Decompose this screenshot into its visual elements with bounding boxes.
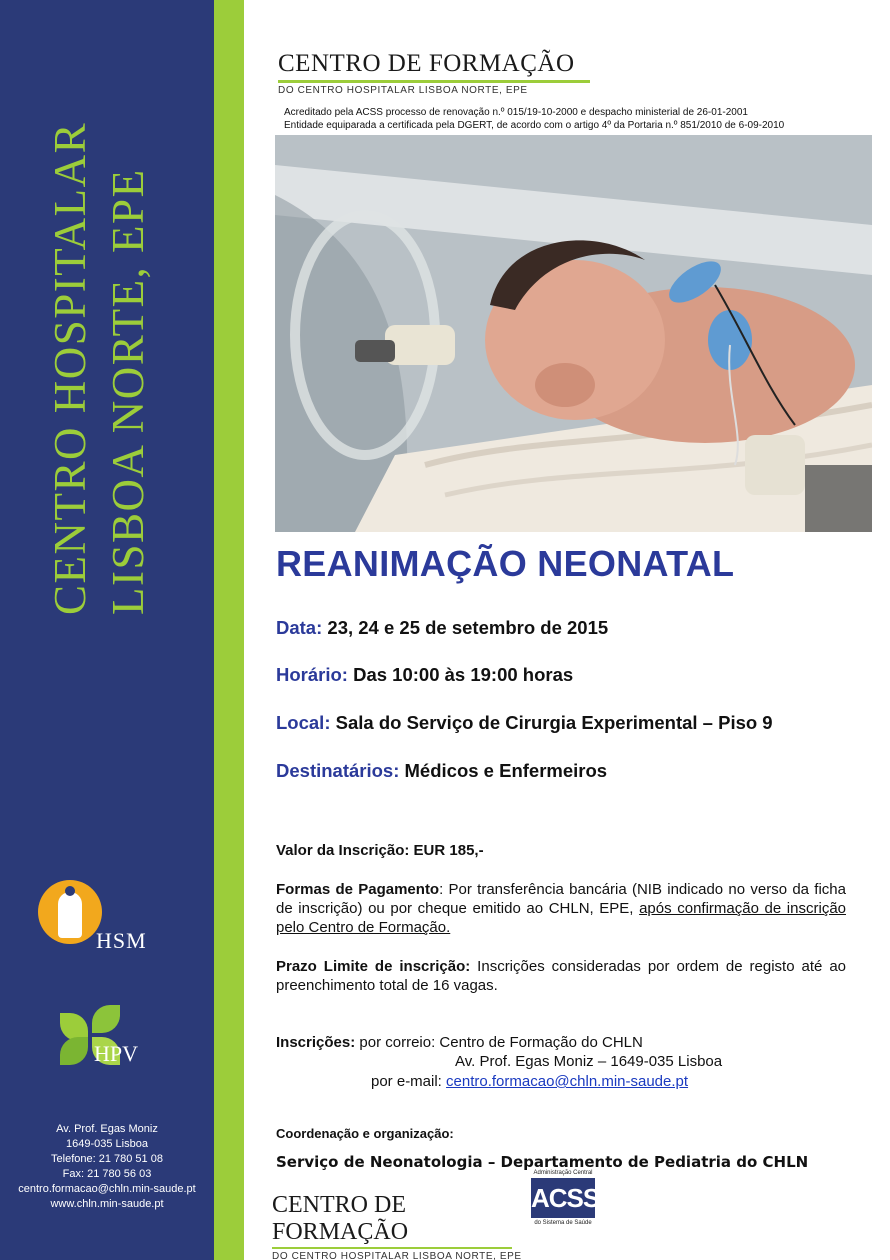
footer-logo-rule (272, 1247, 512, 1249)
hpv-leaf-icon (92, 1005, 120, 1033)
place-label: Local: (276, 712, 331, 733)
sidebar-green-stripe (214, 0, 244, 1260)
audience-label: Destinatários: (276, 760, 400, 781)
accreditation-line1: Acreditado pela ACSS processo de renovação n.º 015/19-10-2000 e despacho ministerial de 26-01-2001 (284, 107, 748, 118)
registration-mail-text: por correio: Centro de Formação do CHLN (355, 1034, 643, 1051)
contact-email[interactable]: centro.formacao@chln.min-saude.pt (18, 1183, 196, 1195)
footer-logo-subtitle: DO CENTRO HOSPITALAR LISBOA NORTE, EPE (272, 1251, 522, 1260)
newborn-photo (275, 135, 872, 532)
coordination-label: Coordenação e organização: (276, 1126, 454, 1141)
hpv-logo-text: HPV (94, 1041, 139, 1066)
time-label: Horário: (276, 664, 348, 685)
newborn-photo-illustration (275, 135, 872, 532)
registration-mail-row (276, 1033, 643, 1052)
header-logo (278, 50, 598, 96)
sidebar-vertical-title (45, 40, 158, 615)
audience-value: Médicos e Enfermeiros (404, 760, 608, 781)
registration-email-prefix: por e-mail: (371, 1073, 447, 1090)
header-subtitle: DO CENTRO HOSPITALAR LISBOA NORTE, EPE (278, 85, 528, 96)
registration-label: Inscrições: (276, 1034, 356, 1051)
time-value: Das 10:00 às 19:00 horas (353, 664, 574, 685)
contact-fax: Fax: 21 780 56 03 (62, 1168, 152, 1180)
contact-address2: 1649-035 Lisboa (66, 1138, 148, 1150)
deadline-info (276, 957, 846, 995)
header-rule (278, 80, 590, 83)
footer-logo-title: CENTRO DE FORMAÇÃO (272, 1192, 409, 1245)
deadline-text: Inscrições consideradas por ordem de registo até ao preenchimento total de 16 vagas. (276, 958, 846, 994)
hpv-logo (60, 1003, 180, 1073)
payment-underlined: após confirmação de inscrição pelo Centro de Formação. (276, 900, 846, 936)
registration-email-link[interactable]: centro.formacao@chln.min-saude.pt (446, 1073, 689, 1090)
acss-bottom-text: do Sistema de Saúde (534, 1220, 592, 1226)
sidebar-title-line1: CENTRO HOSPITALAR (45, 121, 95, 615)
registration-email-row (371, 1072, 688, 1091)
time-row (276, 664, 573, 686)
accreditation-line2: Entidade equiparada a certificada pela DGERT, de acordo com o artigo 4º da Portaria n.º 851/2010 de 6-09-2010 (284, 120, 785, 131)
contact-web[interactable]: www.chln.min-saude.pt (50, 1198, 164, 1210)
sidebar-title-line2: LISBOA NORTE, EPE (103, 168, 153, 615)
date-value: 23, 24 e 25 de setembro de 2015 (327, 617, 609, 638)
hpv-leaf-icon (60, 1037, 88, 1065)
place-row (276, 712, 773, 734)
header-title: CENTRO DE FORMAÇÃO (278, 50, 575, 77)
hsm-logo-figure-icon (58, 892, 82, 938)
contact-phone: Telefone: 21 780 51 08 (51, 1153, 163, 1165)
acss-top-text: Administração Central (533, 1170, 593, 1176)
price: Valor da Inscrição: EUR 185,- (276, 842, 484, 859)
hsm-logo-head-icon (65, 886, 75, 896)
footer-centro-logo (272, 1192, 522, 1260)
contact-address1: Av. Prof. Egas Moniz (56, 1123, 158, 1135)
deadline-label: Prazo Limite de inscrição: (276, 958, 471, 975)
payment-info (276, 880, 846, 937)
hsm-logo-text: HSM (96, 928, 147, 953)
place-value: Sala do Serviço de Cirurgia Experimental – Piso 9 (335, 712, 773, 733)
payment-label: Formas de Pagamento (276, 881, 440, 898)
sidebar-contact (0, 1122, 214, 1212)
course-title: REANIMAÇÃO NEONATAL (276, 543, 735, 584)
coordination-value: Serviço de Neonatologia – Departamento de Pediatria do CHLN (276, 1153, 809, 1171)
payment-text: : Por transferência bancária (NIB indicado no verso da ficha de inscrição) ou por cheque emitido ao CHLN, EPE, (276, 881, 846, 917)
audience-row (276, 760, 607, 782)
acss-box: ACSS (531, 1178, 595, 1218)
date-row (276, 617, 608, 639)
registration-mail-address: Av. Prof. Egas Moniz – 1649-035 Lisboa (455, 1053, 723, 1070)
hsm-logo (38, 880, 168, 960)
accreditation (284, 106, 784, 132)
acss-logo (531, 1170, 600, 1236)
date-label: Data: (276, 617, 323, 638)
